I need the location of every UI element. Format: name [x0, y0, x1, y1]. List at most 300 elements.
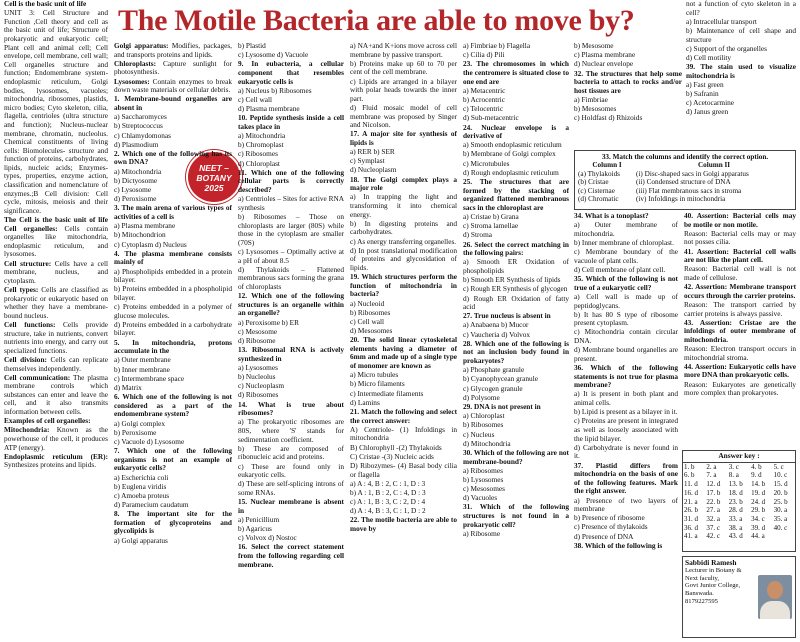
body-text: c) Stroma lamellae [463, 221, 519, 231]
match-row [578, 195, 792, 203]
body-text: b) Plastid [238, 42, 266, 50]
body-text: b) A : 1, B : 2, C : 4, D : 3 [350, 487, 426, 497]
text-line [238, 213, 344, 247]
body-text: Reason: Eukaryotes are genetically more complex than prokaryotes. [684, 379, 796, 398]
text-line [574, 293, 678, 310]
bold-text: Chloroplasts: [114, 58, 157, 68]
bold-text: 29. DNA is not present in [463, 401, 541, 411]
text-line [238, 401, 344, 418]
text-line [114, 510, 232, 536]
text-line [350, 408, 457, 425]
column-1 [4, 0, 108, 642]
body-text: Reason: The transport carried by carrier proteins is always passive. [684, 299, 796, 318]
bold-text: Cell structure: [4, 258, 52, 268]
text-line [4, 321, 108, 355]
match-col1-head: Column I [592, 161, 622, 170]
text-line [4, 374, 108, 417]
answer-cell: 22. b [706, 497, 721, 506]
bold-text: 26. Select the correct matching in the following pairs: [463, 239, 569, 258]
text-line [350, 247, 457, 273]
text-line [684, 301, 796, 318]
text-line [684, 248, 796, 265]
body-text: a) Intracellular transport [686, 16, 757, 26]
body-text: c) Chlamydomonas [114, 130, 171, 140]
bold-text: 25. The structures that are formed by the stacking of organized flattened membranous sacs in the chloroplast are [463, 177, 569, 212]
match-row [578, 178, 792, 186]
text-line [574, 364, 678, 390]
answer-cell: 34. c [751, 514, 765, 523]
body-text: a) It is present in both plant and animal cells. [574, 389, 678, 407]
text-line [238, 480, 344, 497]
body-text: b) Cyanophycean granule [463, 374, 538, 384]
answer-cell [773, 532, 795, 541]
body-text: Cells can replicate themselves independently. [4, 354, 108, 373]
page-title: The Motile Bacteria are able to move by? [118, 4, 635, 37]
answer-cell: 17. b [706, 488, 721, 497]
bold-text: 24. Nuclear envelope is a derivative of [463, 122, 569, 141]
body-text: d) Paramecium caudatum [114, 500, 189, 510]
body-text: b) Ribosomes [350, 307, 391, 317]
match-columns-table [574, 150, 796, 210]
body-text: c) Presence of thylakoids [574, 522, 648, 532]
body-text: c) Cell wall [350, 316, 385, 326]
text-line [463, 124, 569, 141]
body-text: a) Golgi apparatus [114, 535, 168, 545]
answer-cell: 13. b [728, 480, 743, 489]
body-text: c) Mesosomes [463, 484, 505, 494]
body-text: a) Mitochondria [114, 166, 162, 176]
text-line [4, 426, 108, 452]
body-text: b) Inner membrane of chloroplast. [574, 237, 674, 247]
answer-cell: 21. a [684, 497, 698, 506]
bold-text: 15. Nuclear membrane is absent in [238, 497, 344, 515]
text-line [4, 9, 108, 215]
bold-text: 4. The plasma membrane consists mainly of [114, 248, 232, 267]
bold-text: 35. Which of the following is not true of a eukaryotic cell? [574, 274, 678, 292]
text-line [686, 63, 796, 80]
match-col2-head: Column II [697, 161, 731, 170]
body-text: b) Membrane of Golgi complex [463, 149, 556, 159]
body-text: d) Sub-metacentric [463, 113, 519, 123]
match-row [578, 187, 792, 195]
body-text: a) In trapping the light and transforming it into chemical energy. [350, 192, 457, 219]
text-line [574, 311, 678, 328]
body-text: c) Vacuole d) Lysosome [114, 436, 185, 446]
bold-text: 27. True nucleus is absent in [463, 311, 551, 321]
bold-text: 36. Which of the following statements is not true for plasma membrane? [574, 363, 678, 390]
body-text: d) Vacuoles [463, 493, 498, 503]
answer-cell: 41. a [684, 532, 698, 541]
bold-text: Golgi apparatus: [114, 42, 169, 50]
text-line [684, 345, 796, 362]
text-line [350, 516, 457, 533]
answer-cell: 6. b [684, 471, 695, 480]
text-line [238, 169, 344, 195]
answer-cell: 1. b [684, 462, 695, 471]
body-text: b) Agaricus [238, 524, 272, 534]
text-line [574, 114, 682, 123]
body-text: c) Mitochondria contain circular DNA. [574, 327, 678, 346]
text-line [238, 60, 344, 86]
text-line [238, 346, 344, 363]
body-text: D) Ribozymes- (4) Basal body cilia or flagella [350, 460, 457, 479]
text-line [574, 497, 678, 514]
badge-line1: NEET – [199, 163, 229, 173]
text-line [4, 286, 108, 320]
column-8 [574, 212, 678, 642]
bold-text: Cell communication: [4, 372, 71, 382]
body-text: b) Proteins make up 60 to 70 per cent of the cell membrane. [350, 58, 457, 77]
body-text: c) Plasma membrane [574, 50, 636, 60]
bold-text: Examples of cell organelles: [4, 416, 91, 426]
body-text: c) Microtubules [463, 158, 510, 168]
body-text: c) As energy transferring organelles. [350, 236, 457, 246]
author-name: Sabbidi Ramesh [685, 558, 737, 567]
body-text: c) Volvox d) Nostoc [238, 533, 297, 543]
body-text: a) Anabaena b) Mucor [463, 320, 529, 330]
body-text: c) Acetocarmine [686, 98, 735, 108]
text-line [238, 248, 344, 265]
text-line [350, 193, 457, 219]
body-text: a) Micro tubules [350, 370, 399, 380]
body-text: d) Cell motility [686, 52, 731, 62]
answer-cell: 14. b [751, 480, 766, 489]
text-line [574, 221, 678, 238]
body-text: d) Thylakoids – Flattened membranous sacs forming the grana of chloroplasts [238, 264, 344, 291]
body-text: d) Polysome [463, 392, 500, 402]
answer-cell: 19. d [751, 488, 766, 497]
body-text: a) Smooth ER Oxidation of phospholipids [463, 257, 569, 275]
match-cell: (iv) Infoldings in mitochondria [636, 195, 726, 204]
body-text: d) Presence of DNA [574, 531, 634, 541]
body-text: b) In digesting proteins and carbohydrates. [350, 218, 457, 237]
body-text: c) Nucleoplasm [238, 381, 284, 391]
body-text: d) Cell membrane of plant cell. [574, 264, 666, 274]
body-text: d) Nuclear envelope [574, 59, 634, 69]
answer-row [683, 506, 795, 515]
body-text: Cells provide structure, take in nutrients, convert nutrients into energy, and carry out specialized functions. [4, 319, 108, 355]
text-line [114, 42, 232, 59]
answer-cell: 33. a [728, 514, 743, 523]
body-text: d) Mitochondria [463, 438, 511, 448]
text-line [114, 60, 232, 77]
text-line [574, 275, 678, 292]
text-line [4, 216, 108, 259]
body-text: a) The prokaryotic ribosomes are 80S, where 'S' stands for sedimentation coefficient. [238, 417, 344, 444]
body-text: a) Ribosomes [463, 465, 503, 475]
text-line [684, 212, 796, 229]
body-text: c) Nucleus [463, 429, 495, 439]
bold-text: 30. Which of the following are not membrane-bound? [463, 447, 569, 466]
body-text: c) Cilia d) Pili [463, 50, 505, 60]
bold-text: Cell is the basic unit of life [4, 0, 87, 8]
text-line [684, 265, 796, 282]
text-line [684, 319, 796, 345]
match-row [578, 170, 792, 178]
body-text: c) Symplast [350, 156, 385, 166]
badge-line2: BOTANY [196, 173, 232, 183]
bold-text: 20. The solid linear cytoskeletal elements having a diameter of 6mm and made up of a single type of monomer are known as [350, 335, 457, 371]
body-text: b) Mitochondrion [114, 230, 166, 240]
body-text: Synthesizes proteins and lipids. [4, 460, 97, 470]
answer-row [683, 498, 795, 507]
answer-row [683, 515, 795, 524]
text-line [574, 346, 678, 363]
body-text: Capture sunlight for photosynthesis. [114, 58, 232, 77]
body-text: b) Inner membrane [114, 364, 170, 374]
text-line [350, 60, 457, 77]
answer-row [683, 489, 795, 498]
body-text: d) Mesosomes [350, 326, 393, 336]
body-text: a) Penicillium [238, 514, 280, 524]
body-text: a) Centrioles – Sites for active RNA synthesis [238, 194, 344, 212]
body-text: c) Rough ER Synthesis of glycogen [463, 284, 568, 294]
body-text: b) Acrocentric [463, 94, 505, 104]
bold-text: 5. In mitochondria, protons accumulate in the [114, 337, 232, 356]
text-line [463, 295, 569, 312]
body-text: b) It has 80 S type of ribosome present cytoplasm. [574, 309, 678, 328]
body-text: a) NA+and K+ions move across cell membrane by passive transport. [350, 42, 457, 59]
text-line [686, 108, 796, 117]
body-text: Cells are classified as prokaryotic or eukaryotic based on whether they have a membrane-bound nucleus. [4, 284, 108, 320]
badge-line3: 2025 [204, 183, 224, 193]
text-line [350, 42, 457, 59]
text-line [463, 241, 569, 258]
bold-text: Mitochondria: [4, 425, 50, 435]
bold-text: 32. The structures that help some bacteria to attach to rocks and/or host tissues are [574, 68, 682, 95]
text-line [684, 283, 796, 300]
answer-cell: 7. a [706, 471, 717, 480]
body-text: b) These are composed of ribonucleic acid and proteins. [238, 443, 344, 462]
body-text: d) Rough endoplasmic reticulum [463, 167, 559, 177]
body-text: b) Proteins embedded in a phospholipid bilayer. [114, 284, 232, 302]
text-line [463, 530, 569, 539]
text-line [114, 78, 232, 95]
text-line [350, 426, 457, 443]
body-text: Reason: Electron transport occurs in mitochondrial stroma. [684, 344, 796, 362]
match-cell: (a) Thylakoids [578, 169, 620, 178]
column-9 [684, 212, 796, 448]
body-text: d) Stroma [463, 230, 492, 240]
bold-text: 22. The motile bacteria are able to move by [350, 515, 457, 534]
body-text: c) Ribosomes [238, 149, 278, 159]
body-text: A) Centriole- (1) Infoldings in mitochondria [350, 424, 457, 443]
answer-cell: 31. d [684, 514, 698, 523]
body-text: d) Matrix [114, 383, 142, 392]
text-line [684, 363, 796, 380]
bold-text: 39. The stain used to visualize mitochondria is [686, 62, 796, 80]
answer-cell: 26. b [684, 506, 698, 515]
body-text: a) Outer membrane [114, 355, 171, 365]
text-line [114, 339, 232, 356]
answer-cell: 37. c [706, 523, 720, 532]
answer-cell: 25. b [773, 497, 788, 506]
text-line [350, 130, 457, 147]
body-text: b) Euglena viridis [114, 481, 167, 491]
body-text: a) Cell wall is made up of peptidoglycans. [574, 291, 678, 310]
body-text: d) Chloroplast [238, 158, 280, 168]
author-line: Banswada. [685, 590, 714, 598]
body-text: a) A : 4, B : 2, C : 1, D : 3 [350, 478, 426, 488]
author-box [682, 556, 796, 638]
text-line [114, 393, 232, 419]
bold-text: 41. Assertion: Bacterial cell walls are not like the plant cell. [684, 246, 796, 265]
body-text: a) Fimbriae [574, 94, 608, 104]
body-text: b) Lysosomes [463, 474, 504, 484]
body-text: b) Ribosomes [463, 420, 504, 430]
bold-text: 8. The important site for the formation of glycoproteins and glycolipids is [114, 509, 232, 536]
text-line [114, 303, 232, 320]
body-text: Modifies, packages, and transports proteins and lipids. [114, 42, 232, 59]
text-line [350, 336, 457, 370]
text-line [114, 95, 232, 112]
answer-cell: 42. c [706, 532, 720, 541]
text-line [114, 447, 232, 473]
text-line [463, 258, 569, 275]
text-line [114, 250, 232, 267]
text-line [114, 537, 232, 546]
answer-cell: 11. d [684, 480, 698, 489]
text-line [238, 463, 344, 480]
bold-text: 44. Assertion: Eukaryotic cells have more DNA than prokaryotic cells. [684, 361, 796, 380]
text-line [463, 340, 569, 366]
body-text: b) Presence of ribosome [574, 513, 645, 523]
text-line [684, 230, 796, 247]
text-line [350, 104, 457, 130]
text-line [463, 60, 569, 86]
answer-cell: 3. c [728, 462, 739, 471]
answer-cell: 4. b [751, 462, 762, 471]
answer-cell: 43. d [728, 532, 743, 541]
body-text: The plasma membrane controls which substances can enter and leave the cell, and it also transmits information between cells. [4, 372, 108, 417]
body-text: d) Ribosomes [238, 390, 279, 400]
body-text: a) Saccharomyces [114, 112, 167, 122]
text-line [114, 150, 232, 167]
body-text: a) Golgi complex [114, 418, 166, 428]
body-text: not a function of cyto skeleton in a cell? [686, 0, 796, 17]
body-text: d) Carbohydrate is never found in it. [574, 442, 678, 461]
body-text: d) Nucleoplasm [350, 165, 397, 175]
answer-cell: 20. b [773, 488, 788, 497]
body-text: b) Streptococcus [114, 121, 163, 131]
answer-cell: 38. a [728, 523, 743, 532]
answer-key-title: Answer key : [683, 451, 795, 463]
match-cell: (b) Cristae [578, 178, 609, 187]
answer-cell: 44. a [751, 532, 765, 541]
body-text: a) Mitochondria [238, 131, 286, 141]
text-line [238, 292, 344, 318]
body-text: Reason: Bacterial cells may or may not posses cilia. [684, 228, 796, 247]
text-line [574, 390, 678, 407]
bold-text: 42. Assertion: Membrane transport occurs through the carrier proteins. [684, 282, 796, 300]
text-line [238, 266, 344, 292]
body-text: c) Intermediate filaments [350, 388, 424, 398]
match-cell: (ii) Condensed structure of DNA [636, 178, 731, 187]
body-text: b) Safranin [686, 89, 719, 99]
text-line [684, 381, 796, 398]
body-text: c) Lysosomes – Optimally active at a pH of about 8.5 [238, 246, 344, 265]
body-text: c) These are found only in eukaryotic cells. [238, 461, 344, 480]
bold-text: Cell division: [4, 354, 47, 364]
column-7 [686, 0, 796, 150]
answer-cell: 39. d [751, 523, 766, 532]
body-text: b) Ribosomes – Those on chloroplasts are larger (80S) while those in the cytoplasm are smaller (70S) [238, 212, 344, 247]
answer-cell: 35. a [773, 514, 788, 523]
text-line [238, 498, 344, 515]
answer-row [683, 524, 795, 533]
bold-text: 19. Which structures perform the function of mitochondria in bacteria? [350, 272, 457, 299]
text-line [114, 285, 232, 302]
bold-text: 16. Select the correct statement from the following regarding cell membrane. [238, 542, 344, 569]
body-text: c) Cell wall [238, 94, 273, 104]
body-text: Known as the powerhouse of the cell, it produces ATP (energy). [4, 425, 108, 452]
answer-row [683, 532, 795, 541]
match-grid [578, 161, 792, 203]
body-text: a) Metacentric [463, 85, 506, 95]
answer-cell: 36. d [684, 523, 698, 532]
body-text: a) Phosphate granule [463, 365, 525, 375]
body-text: c) Telocentric [463, 104, 504, 114]
body-text: a) Plasma membrane [114, 221, 176, 231]
bold-text: 12. Which one of the following structures is an organelle within an organelle? [238, 291, 344, 318]
body-text: a) Fast green [686, 79, 724, 89]
column-3 [238, 42, 344, 642]
body-text: Cells contain organelles like mitochondria, endoplasmic reticulum, and lysosomes. [4, 223, 108, 259]
bold-text: 34. What is a tonoplast? [574, 212, 649, 220]
bold-text: 43. Assertion: Cristae are the infoldings of outer membrane of mitochondria. [684, 317, 796, 344]
body-text: c) Intermembrane space [114, 373, 185, 383]
answer-cell: 23. b [728, 497, 743, 506]
answer-key-box [682, 450, 796, 552]
bold-text: 10. Peptide synthesis inside a cell takes place in [238, 113, 344, 131]
answer-cell: 9. d [751, 471, 762, 480]
column-4 [350, 42, 457, 642]
answer-cell: 10. c [773, 471, 788, 480]
body-text: b) Mesosomes [574, 104, 617, 114]
bold-text: 28. Which one of the following is not an inclusion body found in prokaryotes? [463, 338, 569, 366]
body-text: d) Peroxisome [114, 194, 157, 204]
body-text: c) A : 1, B : 3, C : 2, D : 4 [350, 497, 426, 507]
body-text: c) Cytoplasm d) Nucleus [114, 239, 187, 249]
body-text: c) Holdfast d) Rhizoids [574, 113, 643, 123]
text-line [4, 453, 108, 470]
text-line [574, 417, 678, 443]
body-text: b) Micro filaments [350, 379, 405, 389]
body-text: c) Glycogen granule [463, 383, 523, 393]
bold-text: 13. Ribosomal RNA is actively synthesized in [238, 345, 344, 363]
body-text: b) Peroxisome [114, 427, 157, 437]
text-line [114, 268, 232, 285]
match-cell: (c) Cisternae [578, 186, 615, 195]
text-line [574, 328, 678, 345]
answer-cell: 30. a [773, 506, 788, 515]
bold-text: 9. In eubacteria, a cellular component that resembles eukaryotic cells is [238, 59, 344, 86]
text-line [686, 0, 796, 17]
body-text: a) Cristae b) Grana [463, 212, 519, 221]
body-text: c) Amoeba proteus [114, 490, 170, 500]
body-text: b) Maintenance of cell shape and structure [686, 25, 796, 44]
body-text: c) Lysosome d) Vacuole [238, 50, 309, 60]
text-line [574, 248, 678, 265]
body-text: C) Cristae -(3) Nucleic acids [350, 451, 434, 461]
text-line [350, 273, 457, 299]
body-text: a) Nucleoid [350, 298, 385, 308]
body-text: a) Phospholipids embedded in a protein bilayer. [114, 266, 232, 285]
body-text: d) In post translational modification of proteins and glycosidation of lipids. [350, 245, 457, 272]
bold-text: 18. The Golgi complex plays a major role [350, 174, 457, 193]
bold-text: 21. Match the following and select the correct answer: [350, 407, 457, 425]
body-text: c) Proteins embedded in a polymer of glucose molecules. [114, 302, 232, 320]
